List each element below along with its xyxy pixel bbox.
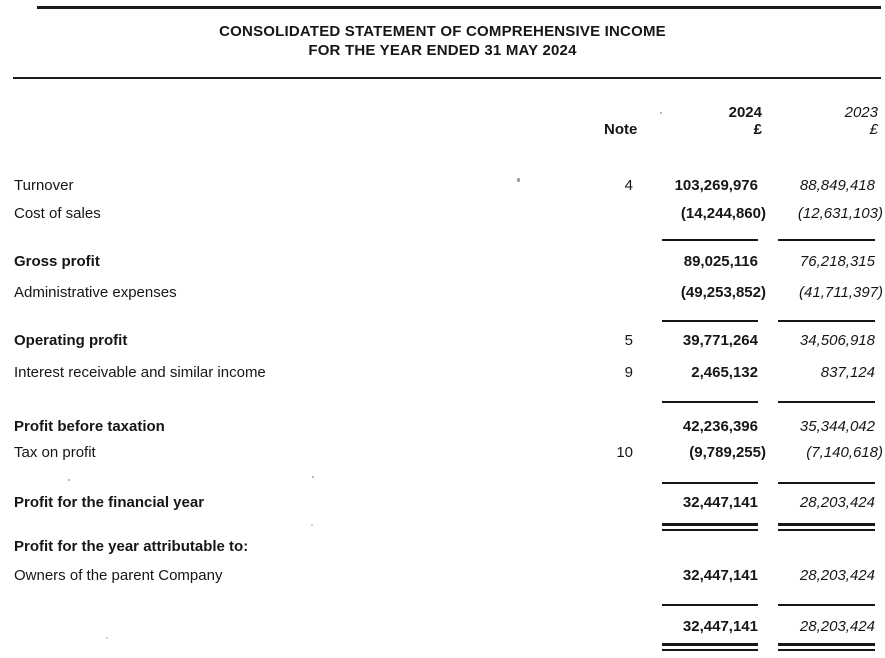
row-label: Profit before taxation <box>14 418 165 435</box>
value-2024: (49,253,852) <box>680 284 766 301</box>
row-note: 4 <box>624 177 633 194</box>
scan-artifact <box>517 178 520 182</box>
row-label: Interest receivable and similar income <box>14 364 266 381</box>
statement-title: CONSOLIDATED STATEMENT OF COMPREHENSIVE INCOME <box>219 23 666 40</box>
value-2024: 32,447,141 <box>682 567 758 584</box>
table-row <box>0 247 885 277</box>
row-note: 10 <box>616 444 633 461</box>
total-rule-2023 <box>778 239 875 241</box>
currency-current-label: £ <box>753 121 762 138</box>
currency-prior-label: £ <box>869 121 878 138</box>
total-rule-2023 <box>778 320 875 322</box>
total-rule-2023 <box>778 482 875 484</box>
value-2024 <box>608 532 758 562</box>
value-2023: (41,711,397) <box>799 284 883 301</box>
total-rule-2024 <box>662 401 758 403</box>
row-label: Cost of sales <box>14 205 101 222</box>
table-row <box>0 532 885 562</box>
grand-total-rule-2024 <box>662 523 758 531</box>
value-2023 <box>740 532 875 562</box>
row-label: Operating profit <box>14 332 128 349</box>
scan-artifact <box>311 524 313 526</box>
value-2024: (14,244,860) <box>680 205 766 222</box>
table-row <box>0 358 885 388</box>
table-row <box>0 278 885 308</box>
table-row <box>0 561 885 591</box>
value-2024: 42,236,396 <box>682 418 758 435</box>
total-rule-2024 <box>662 239 758 241</box>
total-rule-2024 <box>662 320 758 322</box>
value-2024: 32,447,141 <box>682 618 758 635</box>
scan-artifact <box>660 112 662 114</box>
value-2023: (12,631,103) <box>797 205 883 222</box>
value-2023: 28,203,424 <box>799 618 875 635</box>
value-2024: (9,789,255) <box>689 444 766 461</box>
value-2024: 2,465,132 <box>691 364 758 381</box>
total-rule-2023 <box>778 604 875 606</box>
table-row <box>0 612 885 642</box>
scan-artifact <box>312 476 314 478</box>
value-2023: (7,140,618) <box>806 444 883 461</box>
row-label: Owners of the parent Company <box>14 567 223 584</box>
value-2024: 32,447,141 <box>682 494 758 511</box>
value-2023: 28,203,424 <box>799 567 875 584</box>
grand-total-rule <box>0 643 885 653</box>
grand-total-rule-2024 <box>662 643 758 651</box>
total-rule-2024 <box>662 604 758 606</box>
value-2024: 103,269,976 <box>674 177 758 194</box>
table-row <box>0 438 885 468</box>
table-row <box>0 199 885 229</box>
table-row <box>0 326 885 356</box>
row-label: Gross profit <box>14 253 100 270</box>
statement-period: FOR THE YEAR ENDED 31 MAY 2024 <box>308 42 577 59</box>
scan-artifact <box>106 637 108 639</box>
grand-total-rule-2023 <box>778 643 875 651</box>
value-2023: 35,344,042 <box>799 418 875 435</box>
total-rule-2023 <box>778 401 875 403</box>
year-prior-label: 2023 <box>844 104 878 121</box>
value-2023: 76,218,315 <box>799 253 875 270</box>
total-rule-2024 <box>662 482 758 484</box>
year-current-label: 2024 <box>728 104 762 121</box>
row-label: Administrative expenses <box>14 284 177 301</box>
value-2023: 34,506,918 <box>799 332 875 349</box>
row-label: Tax on profit <box>14 444 96 461</box>
table-row <box>0 171 885 201</box>
row-note: 5 <box>624 332 633 349</box>
row-label: Profit for the financial year <box>14 494 205 511</box>
value-2024: 89,025,116 <box>683 253 758 270</box>
row-note: 9 <box>624 364 633 381</box>
value-2024: 39,771,264 <box>682 332 758 349</box>
value-2023: 837,124 <box>820 364 875 381</box>
total-rule <box>0 401 885 411</box>
row-label: Turnover <box>14 177 74 194</box>
table-row <box>0 488 885 518</box>
column-header-note: Note <box>604 121 638 138</box>
value-2023: 88,849,418 <box>799 177 875 194</box>
row-label: Profit for the year attributable to: <box>14 538 249 555</box>
grand-total-rule-2023 <box>778 523 875 531</box>
value-2023: 28,203,424 <box>799 494 875 511</box>
scan-artifact <box>68 479 70 481</box>
